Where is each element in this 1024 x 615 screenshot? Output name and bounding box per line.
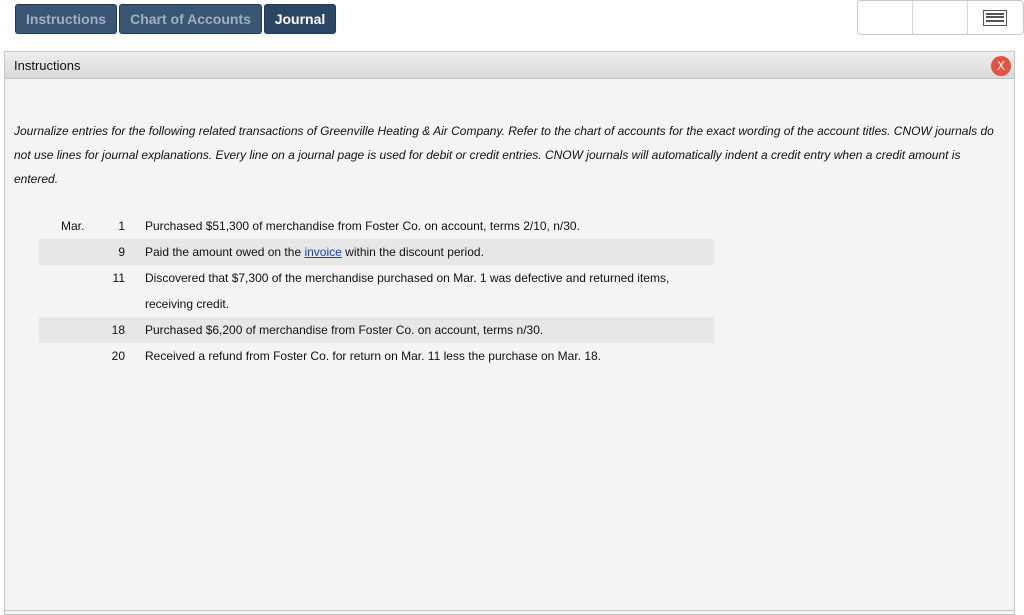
transaction-text-line1: Discovered that $7,300 of the merchandise purchased on Mar. 1 was defective and returned items, [145,271,670,285]
tab-journal[interactable]: Journal [264,4,336,34]
panel-title: Instructions [14,57,81,73]
transaction-text-before: Paid the amount owed on the [145,245,305,259]
transaction-row [39,239,714,265]
menu-icon [983,10,1007,26]
transaction-text-after: within the discount period. [341,245,484,259]
invoice-link[interactable]: invoice [304,245,342,259]
panel-content [5,79,1014,369]
tool-button-group [857,0,1024,35]
panel-header [5,52,1014,79]
transaction-day: 18 [99,317,125,343]
tab-chart-of-accounts[interactable]: Chart of Accounts [119,4,262,34]
close-button[interactable]: X [991,56,1011,76]
transaction-row [39,317,714,343]
top-toolbar [0,0,1024,42]
transaction-text [125,239,714,265]
transaction-row [39,213,714,239]
panel-bottom-border [4,610,1015,611]
transaction-day: 20 [111,349,125,363]
transaction-text [125,265,714,317]
transaction-month [39,239,99,265]
transaction-row [39,343,714,369]
transaction-day: 9 [99,239,125,265]
transaction-month: Mar. [61,219,85,233]
transaction-text: Purchased $6,200 of merchandise from Foster Co. on account, terms n/30. [125,317,714,343]
menu-button[interactable] [968,1,1023,34]
tab-instructions[interactable]: Instructions [15,4,117,34]
transaction-month [39,343,99,369]
instructions-text: Journalize entries for the following related transactions of Greenville Heating & Air Company. Refer to the chart of accounts for the exact wording of the account titles. CNOW journals do not use lines for journal explanations. Every line on a journal page is used for debit or credit entries. CNOW journals will automatically indent a credit entry when a credit amount is entered. [14,124,994,186]
transactions-table [39,213,714,369]
tool-slot-1[interactable] [858,1,913,34]
transaction-text: Purchased $51,300 of merchandise from Foster Co. on account, terms 2/10, n/30. [145,219,580,233]
transaction-day: 11 [112,271,125,285]
transaction-day: 1 [118,219,125,233]
transaction-text: Received a refund from Foster Co. for return on Mar. 11 less the purchase on Mar. 18. [145,349,601,363]
transaction-text-line2: receiving credit. [145,297,230,311]
instructions-panel [4,51,1015,615]
transaction-month [39,265,99,317]
tool-slot-2[interactable] [913,1,968,34]
transaction-month [39,317,99,343]
transaction-row [39,265,714,317]
